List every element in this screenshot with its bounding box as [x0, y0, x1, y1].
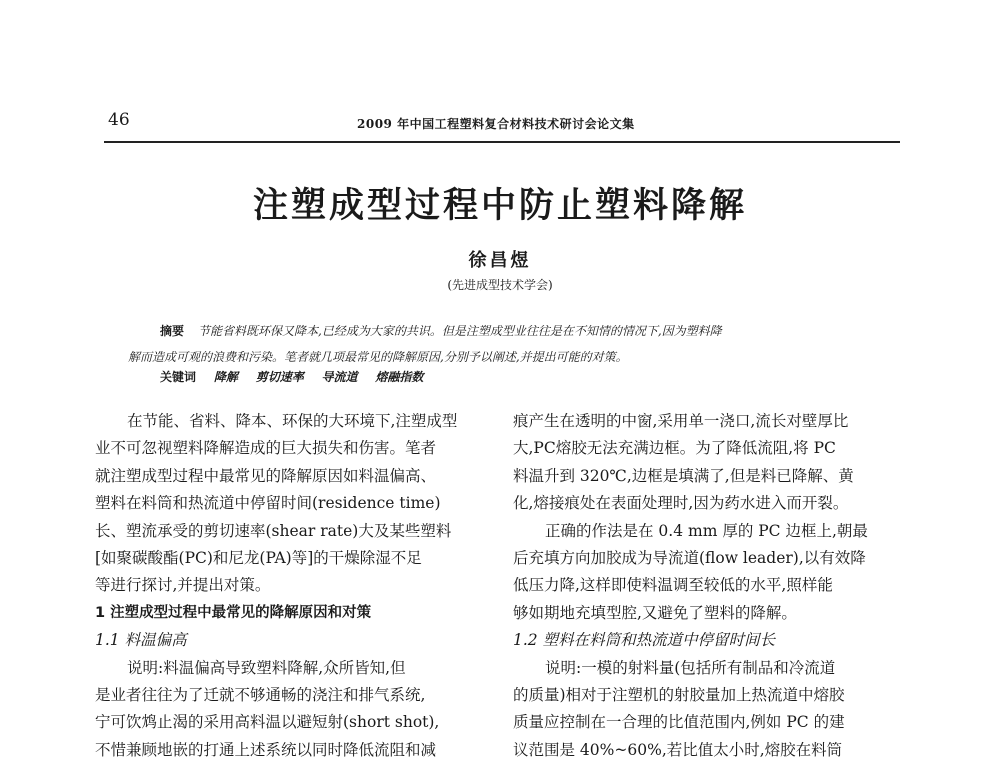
- text-line: 在节能、省料、降本、环保的大环境下,注塑成型: [127, 412, 458, 430]
- text-line: 等进行探讨,并提出对策。: [95, 576, 271, 595]
- section-heading-1-1: 1.1 料温偏高: [95, 631, 187, 650]
- abstract: [128, 318, 888, 370]
- abstract-label: 摘要: [160, 324, 185, 338]
- text-line: 宁可饮鸩止渴的采用高料温以避短射(short shot),: [95, 713, 440, 732]
- text-line: 后充填方向加胶成为导流道(flow leader),以有效降: [513, 549, 866, 568]
- text-line: 料温升到 320℃,边框是填满了,但是料已降解、黄: [513, 466, 854, 485]
- text-line: 说明:一模的射料量(包括所有制品和冷流道: [545, 658, 836, 677]
- text-line: 的质量)相对于注塑机的射胶量加上热流道中熔胶: [513, 686, 845, 705]
- text-line: 不惜兼顾地嵌的打通上述系统以同时降低流阻和减: [95, 740, 437, 759]
- text-line: 够如期地充填型腔,又避免了塑料的降解。: [513, 603, 797, 622]
- keyword: 降解: [213, 370, 238, 384]
- running-header: 2009 年中国工程塑料复合材料技术研讨会论文集: [357, 117, 635, 131]
- text-line: 质量应控制在一合理的比值范围内,例如 PC 的建: [513, 713, 845, 732]
- paper-title: 注塑成型过程中防止塑料降解: [252, 186, 747, 226]
- text-line: 塑料在料筒和热流道中停留时间(residence time): [95, 494, 441, 513]
- text-line: 痕产生在透明的中窗,采用单一浇口,流长对壁厚比: [513, 412, 849, 430]
- abstract-line-1: [128, 318, 888, 344]
- abstract-line-2: 解而造成可观的浪费和污染。笔者就几项最常见的降解原因,分别予以阐述,并提出可能的对策。: [128, 350, 628, 364]
- text-line: 化,熔接痕处在表面处理时,因为药水进入而开裂。: [513, 494, 849, 513]
- text-line: 议范围是 40%~60%,若比值太小时,熔胶在料筒: [513, 740, 843, 759]
- text-line: 业不可忽视塑料降解造成的巨大损失和伤害。笔者: [95, 439, 437, 458]
- keyword: 剪切速率: [255, 370, 304, 384]
- keyword: 熔融指数: [375, 370, 424, 384]
- text-line: [如聚碳酸酯(PC)和尼龙(PA)等]的干燥除湿不足: [95, 549, 422, 568]
- section-heading-1-2: 1.2 塑料在料筒和热流道中停留时间长: [513, 631, 776, 650]
- text-line: 是业者往往为了迁就不够通畅的浇注和排气系统,: [95, 686, 426, 705]
- section-heading-1: 1 注塑成型过程中最常见的降解原因和对策: [95, 604, 372, 621]
- author-affiliation: (先进成型技术学会): [447, 278, 553, 292]
- abstract-text-1: 节能省料既环保又降本,已经成为大家的共识。但是注塑成型业往往是在不知情的情况下,因为塑料降: [198, 324, 722, 338]
- header-rule: [104, 141, 900, 143]
- keyword: 导流道: [321, 370, 358, 384]
- text-line: 就注塑成型过程中最常见的降解原因如料温偏高、: [95, 466, 437, 485]
- text-line: 大,PC熔胶无法充满边框。为了降低流阻,将 PC: [513, 439, 836, 458]
- right-column: [513, 408, 909, 764]
- text-line: 正确的作法是在 0.4 mm 厚的 PC 边框上,朝最: [545, 521, 868, 540]
- keywords: [160, 368, 437, 385]
- text-line: 低压力降,这样即使料温调至较低的水平,照样能: [513, 576, 833, 595]
- text-line: 说明:料温偏高导致塑料降解,众所皆知,但: [127, 658, 406, 677]
- text-line: 长、塑流承受的剪切速率(shear rate)大及某些塑料: [95, 521, 452, 540]
- left-column: [95, 408, 491, 764]
- page-number: 46: [108, 110, 130, 130]
- keywords-label: 关键词: [160, 370, 197, 384]
- author-name: 徐昌煜: [468, 250, 532, 271]
